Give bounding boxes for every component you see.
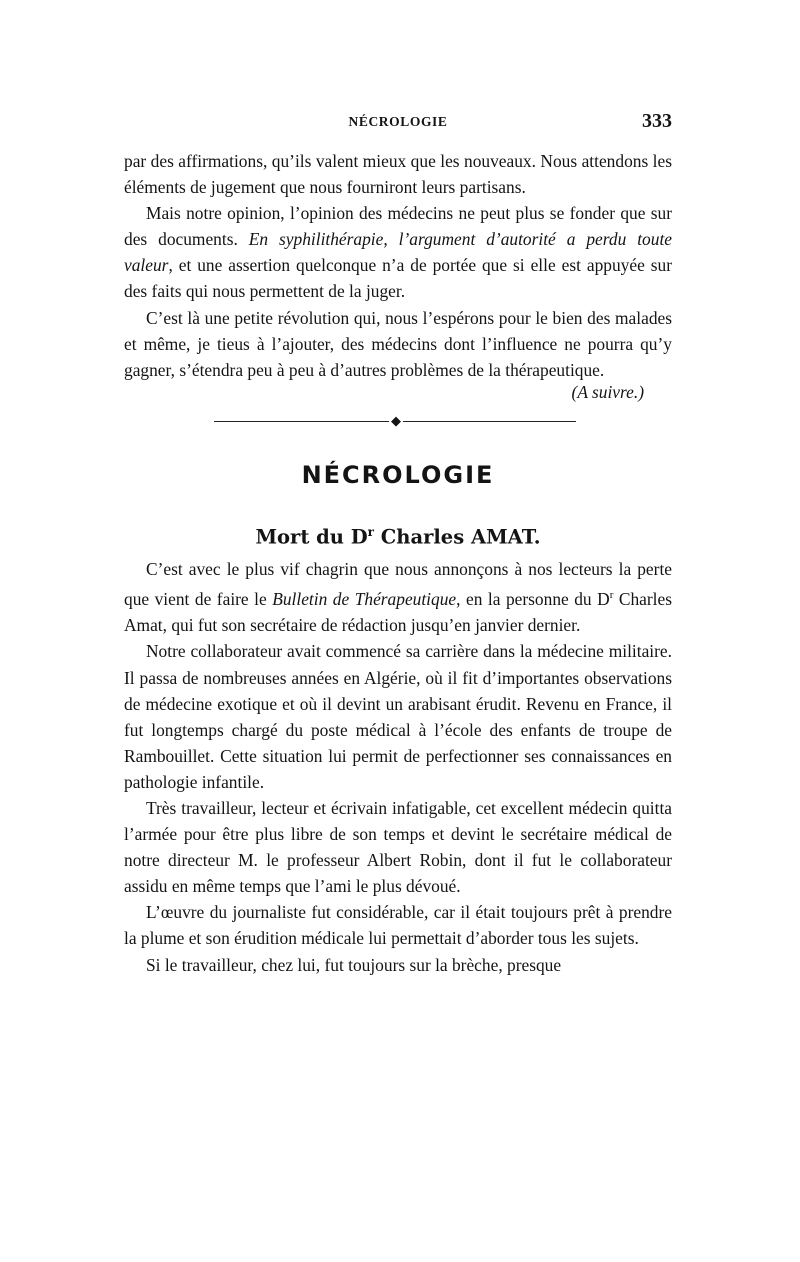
paragraph-text: C’est avec le plus vif chagrin que nous annonçons à nos lecteurs la perte que vient de faire le [124,559,672,610]
obituary-paragraph-3: Très travailleur, lecteur et écrivain infatigable, cet excellent médecin quitta l’armée pour être plus libre de son temps et devint le secrétaire médical de notre directeur M. le professeur Albert Robin, dont il fut le collaborateur assidu en même temps que l’ami le plus dévoué. [124,797,672,897]
title-text: Charles AMAT. [373,525,541,549]
obituary-paragraph-4: L’œuvre du journaliste fut considérable, car il était toujours prêt à prendre la plume et son érudition médicale lui permettait d’aborder tous les sujets. [124,902,672,949]
preceding-paragraph-3: C’est là une petite révolution qui, nous l’espérons pour le bien des malades et même, je tieus à l’ajouter, des médecins dont l’influence ne pourra qu’y gagner, s’étendra peu à peu à d’autres problèmes de la thérapeutique. [124,307,672,380]
obituary-paragraph-2: Notre collaborateur avait commencé sa carrière dans la médecine militaire. Il passa de nombreuses années en Algérie, où il fit d’importantes observations de médecine exotique et où il devint un arabisant érudit. Revenu en France, il fut longtemps chargé du poste médical à l’école des enfants de troupe de Rambouillet. Cette situation lui permit de perfectionner ses connaissances en pathologie infantile. [124,641,672,792]
paragraph-text: , en la personne du D [456,589,610,610]
to-be-continued: (A suivre.) [571,381,644,402]
section-title: NÉCROLOGIE [301,460,495,489]
obituary-paragraph-5: Si le travailleur, chez lui, fut toujours sur la brèche, presque [146,954,562,975]
obituary-paragraph-1 [124,556,672,638]
paragraph-text: , et une assertion quelconque n’a de portée que si elle est appuyée sur des faits qui nous permettent de la juger. [124,255,672,302]
italic-emphasis: En syphilithérapie, l’argument d’autorité a perdu toute valeur [124,229,672,276]
paragraph-text: Charles Amat, qui fut son secrétaire de rédaction jusqu’en janvier dernier. [124,589,673,636]
title-superscript: r [367,524,374,539]
preceding-paragraph-1: par des affirmations, qu’ils valent mieux que les nouveaux. Nous attendons les éléments de jugement que nous fourniront leurs partisans. [124,151,672,198]
doctor-superscript: r [609,589,614,602]
obituary-title [124,525,672,549]
italic-journal-name: Bulletin de Thérapeutique [272,589,457,610]
section-separator [124,411,672,433]
title-text: Mort du D [255,525,368,549]
diamond-ornament-icon: ◆ [391,412,401,428]
page-number: 333 [642,110,672,132]
paragraph-text: Mais notre opinion, l’opinion des médecins ne peut plus se fonder que sur des documents. [124,203,672,250]
book-page [124,110,672,978]
preceding-paragraph-2 [124,200,672,304]
running-title: NÉCROLOGIE [348,114,448,129]
running-head [124,110,672,140]
